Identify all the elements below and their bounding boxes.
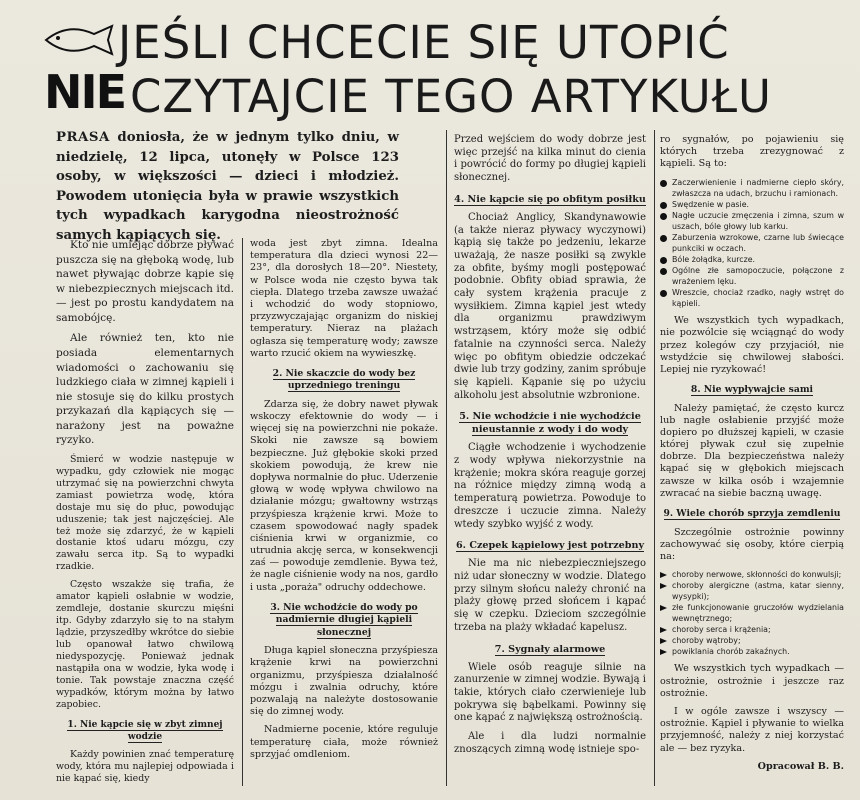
section-heading-7 (454, 643, 646, 656)
headline-line-2: CZYTAJCIE TEGO ARTYKUŁU (130, 70, 772, 123)
author-signature: Opracował B. B. (757, 760, 844, 772)
column-divider (446, 130, 447, 786)
list-item-text: Ogólne złe samopoczucie, połączone z wrażeniem lęku. (672, 265, 844, 286)
column-divider (654, 130, 655, 786)
section-heading-9 (660, 508, 844, 520)
bullet-icon (660, 202, 667, 209)
list-item-text: choroby serca i krążenia; (672, 625, 771, 635)
col4-paragraph: We wszystkich tych wypadkach — ostrożnie, ostrożnie i jeszcze raz ostrożnie. (660, 663, 844, 699)
lead-paragraph (56, 128, 399, 245)
list-item (660, 232, 844, 254)
arrow-bullet-icon (660, 583, 667, 589)
list-item (660, 287, 844, 309)
col3-paragraph: Przed wejściem do wody dobrze jest więc przejść na kilka minut do cienia i powrócić do formy po długiej kąpieli słonecznej. (454, 134, 646, 184)
bullet-icon (660, 290, 667, 297)
column-2 (250, 238, 438, 767)
lead-text: doniosła, że w jednym tylko dniu, w niedzielę, 12 lipca, utonęły w Polsce 123 osoby, w większości — dzieci i młodzież. Powodem utonięcia była w prawie wszystkich tych wypadkach karygodna nieostrożność samych kąpiących się. (56, 130, 399, 243)
list-item (660, 580, 844, 602)
col2-paragraph: Nadmierne pocenie, które reguluje temperaturę ciała, może również sprzyjać omdleniom. (250, 724, 438, 760)
section-heading-text: 6. Czepek kąpielowy jest potrzebny (455, 540, 645, 552)
arrow-bullet-icon (660, 627, 667, 633)
headline-line-1: JEŚLI CHCECIE SIĘ UTOPIĆ (118, 16, 730, 69)
section-heading-2 (250, 368, 438, 393)
col3-paragraph: Wiele osób reaguje silnie na zanurzenie w zimnej wodzie. Bywają i takie, których ciało czerwienieje lub pokrywa się bąbelkami. Powinny się one kąpać z największą ostrożnością. (454, 661, 646, 724)
column-divider (242, 238, 243, 786)
column-1 (56, 238, 234, 791)
warning-signs-list (660, 177, 844, 310)
headline-nie: NIE (44, 65, 126, 119)
col3-paragraph: Ciągłe wchodzenie i wychodzenie z wody wpływa niekorzystnie na krążenie; mokra skóra reaguje gorzej na różnice między zimną wodą a temperaturą powietrza. Powoduje to dreszcze i uczucie zimna. Należy wtedy szybko wyjść z wody. (454, 442, 646, 530)
col1-paragraph: Każdy powinien znać temperaturę wody, która mu najlepiej odpowiada i nie kąpać się, kiedy (56, 749, 234, 784)
column-4 (660, 134, 844, 773)
diseases-list (660, 569, 844, 657)
list-item (660, 177, 844, 199)
section-heading-1 (56, 719, 234, 743)
arrow-bullet-icon (660, 572, 667, 578)
col1-paragraph: Często wszakże się trafia, że amator kąpieli osłabnie w wodzie, zemdleje, dostanie skurczu mięśni itp. Gdyby zdarzyło się to na stałym lądzie, przyszedłby wkrótce do siebie lub opanował łatwo chwilową niedyspozycję. Ponieważ jednak nastąpiła ona w wodzie, łyka wodę i tonie. Tak powstaje znaczna część wypadków, którym można by łatwo zapobiec. (56, 579, 234, 710)
col3-paragraph: Ale i dla ludzi normalnie znoszących zimną wodę istnieje spo- (454, 731, 646, 755)
arrow-bullet-icon (660, 638, 667, 644)
section-heading-text: 1. Nie kąpcie się w zbyt zimnej wodzie (67, 719, 223, 742)
list-item (660, 254, 844, 265)
section-heading-5 (454, 410, 646, 436)
col3-paragraph: Nie ma nic niebezpieczniejszego niż udar słoneczny w wodzie. Dlatego przy silnym słońcu należy chronić na plaży głowę przed słońcem i kąpać się w czepku. Dzieciom szczególnie trzeba na plaży wkładać kapelusz. (454, 558, 646, 633)
list-item (660, 199, 844, 210)
bullet-icon (660, 213, 667, 220)
arrow-bullet-icon (660, 605, 667, 611)
col1-paragraph: Kto nie umiejąc dobrze pływać puszcza się na głęboką wodę, lub nawet pływając dobrze kąpie się w niebezpiecznych miejscach itd. — jest po prostu kandydatem na samobójcę. (56, 239, 234, 324)
list-item-text: Wreszcie, chociaż rzadko, nagły wstręt do kąpieli. (672, 288, 844, 309)
col4-paragraph: ro sygnałów, po pojawieniu się których trzeba zrezygnować z kąpieli. Są to: (660, 134, 844, 170)
arrow-bullet-icon (660, 649, 667, 655)
bullet-icon (660, 180, 667, 187)
list-item (660, 602, 844, 624)
list-item (660, 646, 844, 657)
list-item (660, 569, 844, 580)
list-item-text: powiklania chorób zakaźnych. (672, 647, 790, 657)
col2-paragraph: Zdarza się, że dobry nawet pływak wskoczy efektownie do wody — i więcej się na powierzchni nie pokaże. Skoki nie zawsze są bowiem bezpieczne. Już głębokie skoki przed skokiem powodują, że krew nie dopływa normalnie do płuc. Uderzenie głową w wodę wpływa chwilowo na działanie mózgu; gwałtowny wstrząs przyśpiesza krążenie krwi. Może to czasem spowodować nagły spadek ciśnienia krwi w organizmie, co utrudnia akcję serca, w konsekwencji zaś — powoduje zemdlenie. Bywa też, że nagle ciśnienie wody na nos, gardło i usta „poraża" odruchy oddechowe. (250, 398, 438, 593)
list-item-text: Nagłe uczucie zmęczenia i zimna, szum w uszach, bóle głowy lub karku. (672, 210, 844, 231)
list-item-text: Bóle żołądka, kurcze. (672, 254, 756, 264)
col4-paragraph: Szczególnie ostrożnie powinny zachowywać się osoby, które cierpią na: (660, 526, 844, 562)
list-item-text: Swędzenie w pasie. (672, 199, 750, 209)
col4-paragraph: Należy pamiętać, że często kurcz lub nagłe osłabienie przyjść może dopiero po dłuższej kąpieli, w czasie której pływak czuł się zupełnie dobrze. Dla bezpieczeństwa należy kąpać się w głębokich miejscach zawsze w kilka osób i wzajemnie zwracać na siebie baczną uwagę. (660, 402, 844, 499)
list-item-text: choroby nerwowe, skłonności do konwulsji; (672, 570, 842, 580)
section-heading-6 (454, 539, 646, 552)
list-item-text: Zaczerwienienie i nadmierne ciepło skóry, zwłaszcza na udach, brzuchu i ramionach. (672, 177, 844, 198)
list-item (660, 635, 844, 646)
bullet-icon (660, 257, 667, 264)
col3-paragraph: Chociaż Anglicy, Skandynawowie (a także nieraz pływacy wyczynowi) kąpią się także po jedzeniu, lekarze uważają, że nasze posiłki są zwykle za obfite, byśmy mogli postępować podobnie. Obfity obiad sprawia, że cały system krążenia pracuje z wysiłkiem. Zimna kąpiel jest wtedy dla organizmu prawdziwym wstrząsem, który może się odbić fatalnie na czynności serca. Należy więc po obfitym obiedzie odczekać dwie lub trzy godziny, zanim spróbuje się kąpieli. Kąpanie się po użyciu alkoholu jest absolutnie wzbronione. (454, 211, 646, 401)
list-item (660, 624, 844, 635)
list-item-text: Zaburzenia wzrokowe, czarne lub świecące punkciki w oczach. (672, 232, 844, 253)
lead-first-word: PRASA (56, 130, 110, 145)
col4-paragraph: I w ogóle zawsze i wszyscy — ostrożnie. Kąpiel i pływanie to wielka przyjemność, należy z niej korzystać ale — bez ryzyka. (660, 706, 844, 754)
list-item-text: złe funkcjonowanie gruczołów wydzielania wewnętrznego; (672, 603, 844, 624)
list-item (660, 265, 844, 287)
list-item-text: choroby alergiczne (astma, katar sienny, wysypki); (672, 581, 844, 602)
bullet-icon (660, 268, 667, 275)
col1-paragraph: Ale również ten, kto nie posiada elementarnych wiadomości o zachowaniu się ludzkiego ciała w zimnej kąpieli i nie stosuje się do kilku prostych przykazań dla kąpiących się — narażony jest na poważne ryzyko. (56, 332, 234, 447)
col1-paragraph: Śmierć w wodzie następuje w wypadku, gdy człowiek nie mogąc utrzymać się na powierzchni chwyta zamiast powietrza wodę, która dostaje mu się do płuc, powodując uduszenie; tak jest najczęściej. Ale też może się zdarzyć, że w kąpieli dostanie ktoś udaru mózgu, czy zawału serca itp. Są to wypadki rzadkie. (56, 453, 234, 573)
bullet-icon (660, 235, 667, 242)
col2-paragraph: Długa kąpiel słoneczna przyśpiesza krążenie krwi na powierzchni organizmu, przyśpiesza działalność mózgu i zwalnia odruchy, które pozwalają na należyte dostosowanie się do zimnej wody. (250, 645, 438, 718)
section-heading-text: 4. Nie kąpcie się po obfitym posiłku (454, 193, 646, 205)
section-heading-text: 8. Nie wypływajcie sami (690, 384, 814, 396)
section-heading-4 (454, 193, 646, 206)
section-heading-8 (660, 384, 844, 396)
list-item-text: choroby wątroby; (672, 636, 741, 646)
section-heading-text: 3. Nie wchodźcie do wody po nadmiernie długiej kąpieli słonecznej (270, 601, 418, 638)
column-3 (454, 134, 646, 762)
col4-paragraph: We wszystkich tych wypadkach, nie pozwólcie się wciągnąć do wody przez kolegów czy przyjaciół, nie wstydźcie się chwilowej słabości. Lepiej nie ryzykować! (660, 315, 844, 375)
section-heading-text: 5. Nie wchodźcie i nie wychodźcie nieustannie z wody i do wody (459, 411, 641, 436)
list-item (660, 210, 844, 232)
section-heading-text: 7. Sygnały alarmowe (494, 643, 606, 655)
fish-icon (42, 20, 122, 60)
section-heading-text: 9. Wiele chorób sprzyja zemdleniu (663, 508, 841, 520)
section-heading-3 (250, 602, 438, 639)
col2-paragraph: woda jest zbyt zimna. Idealna temperatura dla dzieci wynosi 22—23°, dla dorosłych 18—20°. Niestety, w Polsce woda nie często bywa tak ciepła. Dlatego trzeba zawsze uważać i wchodzić do wody stopniowo, przyzwyczajając organizm do niskiej temperatury. Nieraz na plażach ogłasza się temperaturę wody; zawsze warto rzucić okiem na wywieszkę. (250, 238, 438, 359)
section-heading-text: 2. Nie skaczcie do wody bez uprzedniego treningu (272, 367, 416, 392)
